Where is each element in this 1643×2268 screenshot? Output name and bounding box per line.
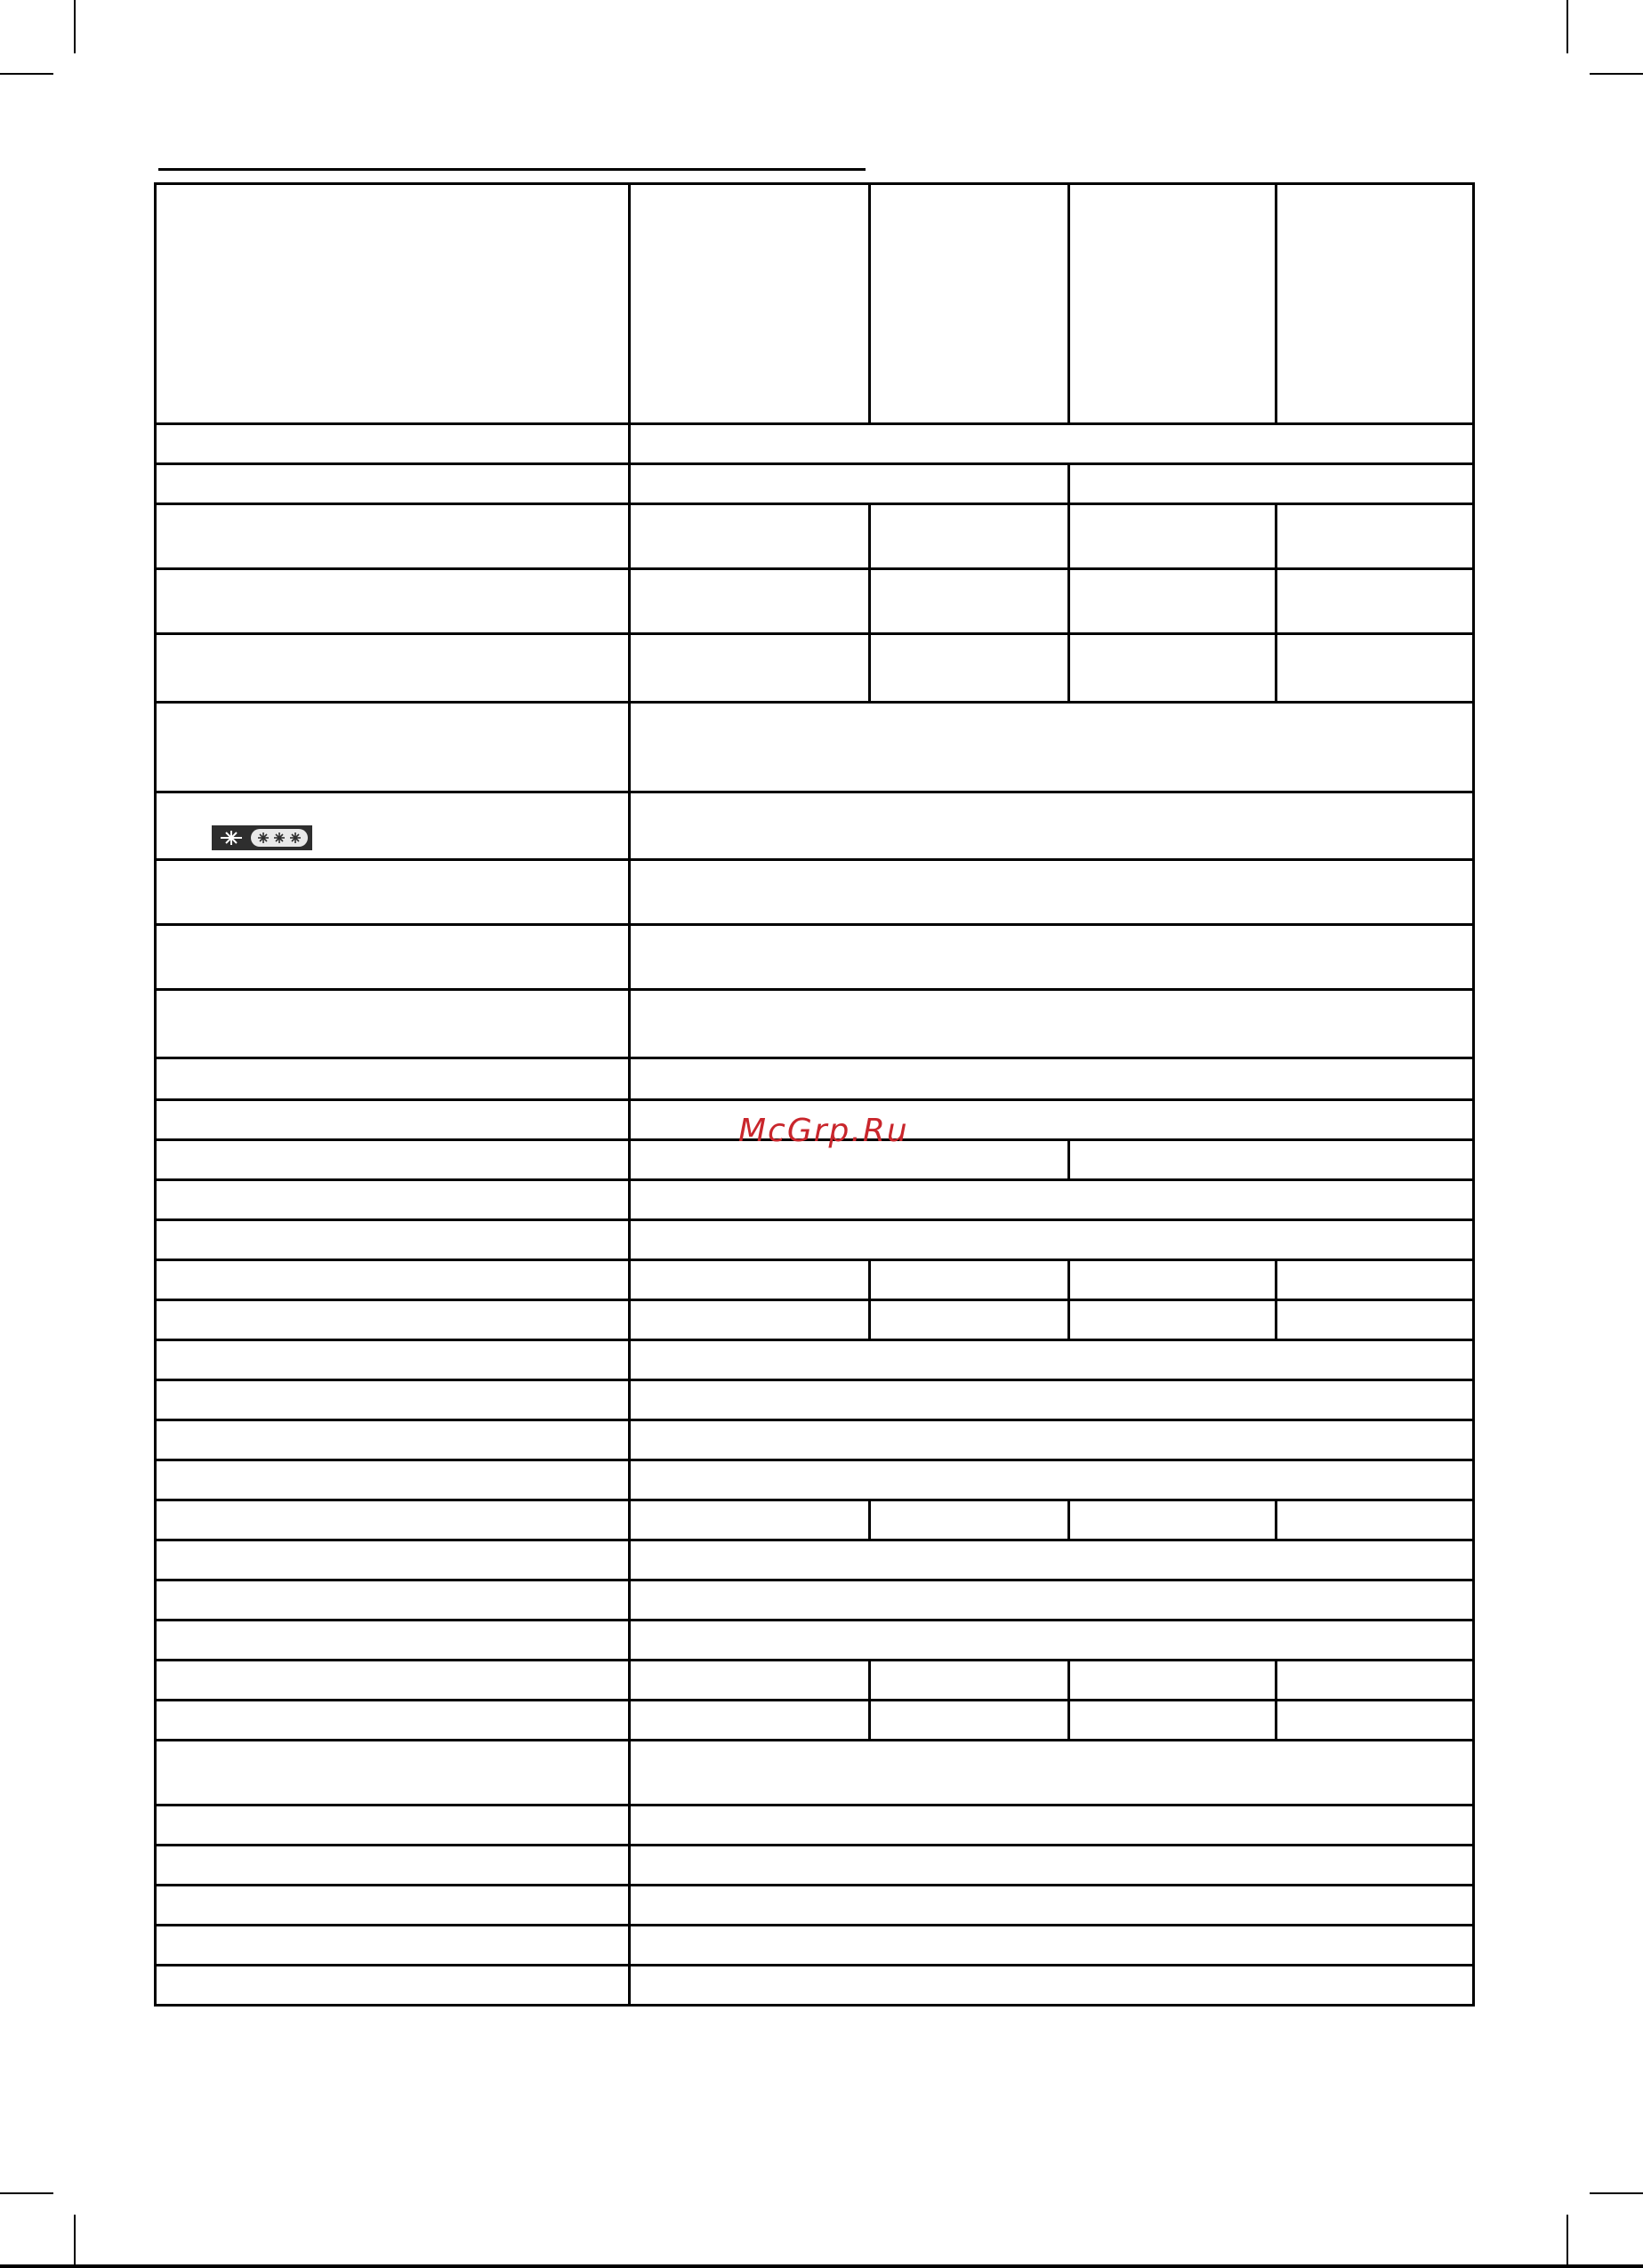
value-cell [630, 1741, 1474, 1806]
value-cell [630, 1500, 870, 1540]
crop-mark [0, 2192, 53, 2194]
label-cell [156, 792, 630, 860]
value-cell [870, 1661, 1069, 1701]
label-cell [156, 1420, 630, 1460]
table-row [156, 1500, 1474, 1540]
value-cell [870, 1300, 1069, 1340]
label-cell [156, 1540, 630, 1580]
table-row [156, 1701, 1474, 1741]
value-cell [630, 1806, 1474, 1846]
table-row [156, 1540, 1474, 1580]
table-row [156, 1886, 1474, 1926]
value-cell [630, 1180, 1474, 1220]
header-cell-model-1 [630, 184, 870, 424]
label-cell [156, 504, 630, 569]
table-row [156, 1260, 1474, 1300]
value-cell [630, 925, 1474, 990]
value-cell [1277, 1661, 1474, 1701]
table-row [156, 1460, 1474, 1500]
label-cell [156, 1741, 630, 1806]
table-row [156, 1741, 1474, 1806]
label-cell [156, 1661, 630, 1701]
value-cell [870, 569, 1069, 634]
specification-table [154, 182, 1475, 2007]
label-cell [156, 860, 630, 925]
table-row [156, 860, 1474, 925]
label-cell [156, 424, 630, 464]
table-row [156, 1380, 1474, 1420]
label-cell [156, 1621, 630, 1661]
crop-mark [0, 73, 53, 75]
crop-mark [1566, 0, 1568, 53]
table-row [156, 424, 1474, 464]
table-row [156, 1926, 1474, 1966]
value-cell [1277, 569, 1474, 634]
value-cell [1069, 464, 1474, 504]
label-cell [156, 703, 630, 792]
table-row [156, 504, 1474, 569]
value-cell [1277, 1701, 1474, 1741]
value-cell [630, 990, 1474, 1058]
label-cell [156, 1966, 630, 2006]
value-cell [870, 1260, 1069, 1300]
value-cell [630, 792, 1474, 860]
label-cell [156, 1886, 630, 1926]
value-cell [630, 1846, 1474, 1886]
label-cell [156, 634, 630, 703]
value-cell [1069, 1260, 1277, 1300]
table-row [156, 1966, 1474, 2006]
table-row [156, 1621, 1474, 1661]
value-cell [630, 1661, 870, 1701]
label-cell [156, 1100, 630, 1140]
value-cell [630, 1260, 870, 1300]
value-cell [630, 860, 1474, 925]
value-cell [870, 504, 1069, 569]
value-cell [1069, 1500, 1277, 1540]
value-cell [630, 424, 1474, 464]
value-cell [630, 1220, 1474, 1260]
value-cell [630, 1460, 1474, 1500]
value-cell [870, 1701, 1069, 1741]
table-row [156, 1058, 1474, 1100]
crop-mark [1566, 2215, 1568, 2268]
value-cell [1069, 1661, 1277, 1701]
table-row [156, 569, 1474, 634]
table-row [156, 1180, 1474, 1220]
crop-mark [74, 2215, 76, 2268]
value-cell [630, 504, 870, 569]
value-cell [630, 1300, 870, 1340]
value-cell [630, 634, 870, 703]
label-cell [156, 1260, 630, 1300]
table-row [156, 1340, 1474, 1380]
label-cell [156, 1701, 630, 1741]
value-cell [630, 1621, 1474, 1661]
label-cell [156, 569, 630, 634]
value-cell [1069, 1140, 1474, 1180]
table-row [156, 1220, 1474, 1260]
table-row [156, 1420, 1474, 1460]
header-rule [158, 168, 866, 171]
crop-mark [74, 0, 76, 53]
table-row [156, 703, 1474, 792]
table-row [156, 1806, 1474, 1846]
label-cell [156, 1058, 630, 1100]
header-cell-parameter [156, 184, 630, 424]
label-cell [156, 1380, 630, 1420]
value-cell [630, 1340, 1474, 1380]
value-cell [1277, 634, 1474, 703]
value-cell [1069, 504, 1277, 569]
label-cell [156, 1140, 630, 1180]
value-cell [630, 569, 870, 634]
table-header-row [156, 184, 1474, 424]
header-cell-model-3 [1069, 184, 1277, 424]
label-cell [156, 1300, 630, 1340]
value-cell [630, 1540, 1474, 1580]
value-cell [1277, 1260, 1474, 1300]
label-cell [156, 925, 630, 990]
label-cell [156, 1220, 630, 1260]
value-cell [630, 1966, 1474, 2006]
value-cell [1277, 504, 1474, 569]
freezer-star-rating-icon [212, 825, 312, 850]
label-cell [156, 1460, 630, 1500]
value-cell [1069, 634, 1277, 703]
label-cell [156, 1180, 630, 1220]
value-cell [630, 1580, 1474, 1621]
value-cell [1069, 569, 1277, 634]
table-row [156, 792, 1474, 860]
value-cell [630, 1701, 870, 1741]
value-cell [630, 464, 1069, 504]
label-cell [156, 1580, 630, 1621]
value-cell [870, 634, 1069, 703]
watermark: McGrp.Ru [738, 1113, 909, 1149]
table-row [156, 1300, 1474, 1340]
table-row [156, 634, 1474, 703]
label-cell [156, 990, 630, 1058]
table-row [156, 464, 1474, 504]
table-row [156, 925, 1474, 990]
bottom-edge-strip [0, 2264, 1643, 2268]
label-cell [156, 1500, 630, 1540]
table-row [156, 1580, 1474, 1621]
value-cell [630, 1058, 1474, 1100]
header-cell-model-4 [1277, 184, 1474, 424]
crop-mark [1590, 73, 1643, 75]
value-cell [1069, 1701, 1277, 1741]
table-row [156, 1846, 1474, 1886]
header-cell-model-2 [870, 184, 1069, 424]
table-row [156, 990, 1474, 1058]
value-cell [630, 703, 1474, 792]
value-cell [630, 1886, 1474, 1926]
value-cell [630, 1926, 1474, 1966]
value-cell [630, 1420, 1474, 1460]
label-cell [156, 1806, 630, 1846]
label-cell [156, 1846, 630, 1886]
value-cell [1277, 1500, 1474, 1540]
label-cell [156, 464, 630, 504]
crop-mark [1590, 2192, 1643, 2194]
label-cell [156, 1340, 630, 1380]
value-cell [1277, 1300, 1474, 1340]
value-cell [630, 1380, 1474, 1420]
value-cell [1069, 1300, 1277, 1340]
table-row [156, 1661, 1474, 1701]
value-cell [870, 1500, 1069, 1540]
label-cell [156, 1926, 630, 1966]
